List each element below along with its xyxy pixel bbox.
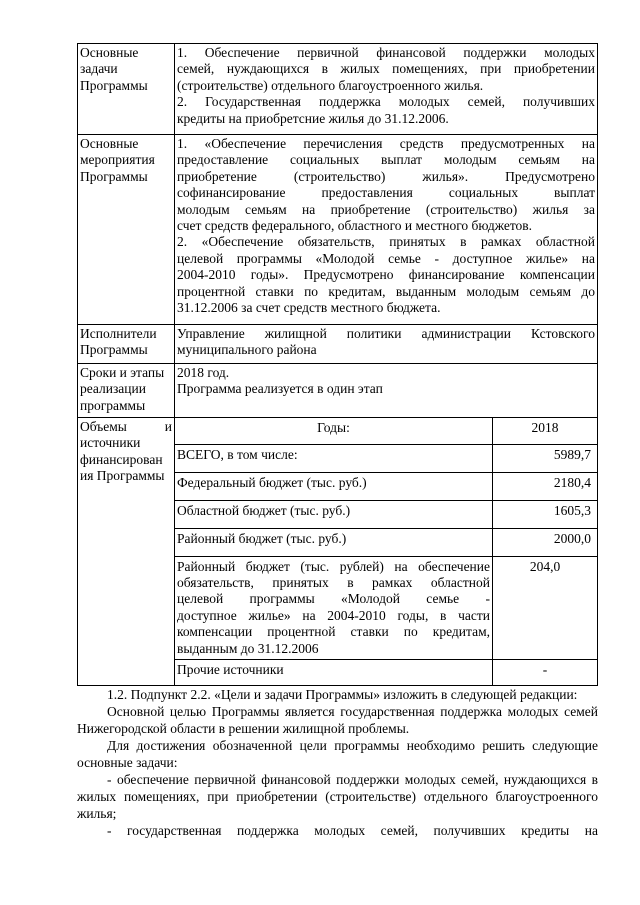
financing-cell: [175, 418, 598, 686]
table-row: [78, 364, 598, 418]
row-label: Объемы и источники финансирован ия Программы: [78, 418, 175, 686]
financing-item-value: 204,0: [493, 556, 598, 659]
row-content: 1. «Обеспечение перечисления средств предусмотренных на предоставление социальных выплат молодым семьям на приобретение (строительство) жилья». Предусмотрено софинансирование предоставления социальных выплат молодым семьям на приобретение (строительство) жилья за счет средств федерального, областного и местного бюджетов. 2. «Обеспечение обязательств, принятых в рамках областной целевой программы «Молодой семье - доступное жилье» на 2004-2010 годы». Предусмотрено финансирование компенсации процентной ставки по кредитам, выданным молодым семьям до 31.12.2006 за счет средств местного бюджета.: [175, 135, 598, 325]
financing-table: [175, 418, 597, 685]
row-content: 1. Обеспечение первичной финансовой поддержки молодых семей, нуждающихся в жилых помещениях, при приобретении (строительстве) отдельного благоустроенного жилья. 2. Государственная поддержка молодых семей, получивших кредиты на приобретсние жилья до 31.12.2006.: [175, 44, 598, 135]
financing-item-value: 2180,4: [493, 472, 598, 500]
financing-item-name: Федеральный бюджет (тыс. руб.): [175, 472, 493, 500]
body-text: [77, 686, 598, 839]
table-row: [175, 528, 597, 556]
paragraph: Для достижения обозначенной цели программы необходимо решить следующие основные задачи:: [77, 738, 598, 770]
financing-item-name: Районный бюджет (тыс. рублей) на обеспечение обязательств, принятых в рамках областной целевой программы «Молодой семье - доступное жилье» на 2004-2010 годы, в части компенсации процентной ставки по кредитам, выданным до 31.12.2006: [175, 556, 493, 659]
table-row: [78, 418, 598, 686]
table-row: [175, 556, 597, 659]
financing-item-value: -: [493, 659, 598, 685]
table-row: [175, 444, 597, 472]
row-label: Основные задачи Программы: [78, 44, 175, 135]
years-header: Годы:: [317, 420, 350, 435]
table-row: [78, 135, 598, 325]
financing-header-row: [175, 418, 597, 444]
program-passport-table: [77, 43, 598, 686]
paragraph: - государственная поддержка молодых семей, получивших кредиты на: [107, 823, 598, 838]
financing-item-name: Районный бюджет (тыс. руб.): [175, 528, 493, 556]
financing-item-name: Прочие источники: [175, 659, 493, 685]
table-row: [175, 659, 597, 685]
year-header: 2018: [493, 418, 598, 444]
row-content: Управление жилищной политики администрации Кстовского муниципального района: [175, 325, 598, 364]
financing-item-value: 5989,7: [493, 444, 598, 472]
row-content: 2018 год. Программа реализуется в один этап: [175, 364, 598, 418]
financing-item-name: ВСЕГО, в том числе:: [175, 444, 493, 472]
table-row: [78, 325, 598, 364]
paragraph: - обеспечение первичной финансовой поддержки молодых семей, нуждающихся в жилых помещениях, при приобретении (строительстве) отдельного благоустроенного жилья;: [77, 772, 598, 821]
table-row: [78, 44, 598, 135]
financing-item-name: Областной бюджет (тыс. руб.): [175, 500, 493, 528]
table-row: [175, 472, 597, 500]
financing-item-value: 1605,3: [493, 500, 598, 528]
row-label: Основные мероприятия Программы: [78, 135, 175, 325]
row-label: Исполнители Программы: [78, 325, 175, 364]
paragraph: 1.2. Подпункт 2.2. «Цели и задачи Программы» изложить в следующей редакции:: [107, 687, 578, 702]
table-row: [175, 500, 597, 528]
row-label: Сроки и этапы реализации программы: [78, 364, 175, 418]
financing-item-value: 2000,0: [493, 528, 598, 556]
paragraph: Основной целью Программы является государственная поддержка молодых семей Нижегородской области в решении жилищной проблемы.: [77, 704, 598, 736]
